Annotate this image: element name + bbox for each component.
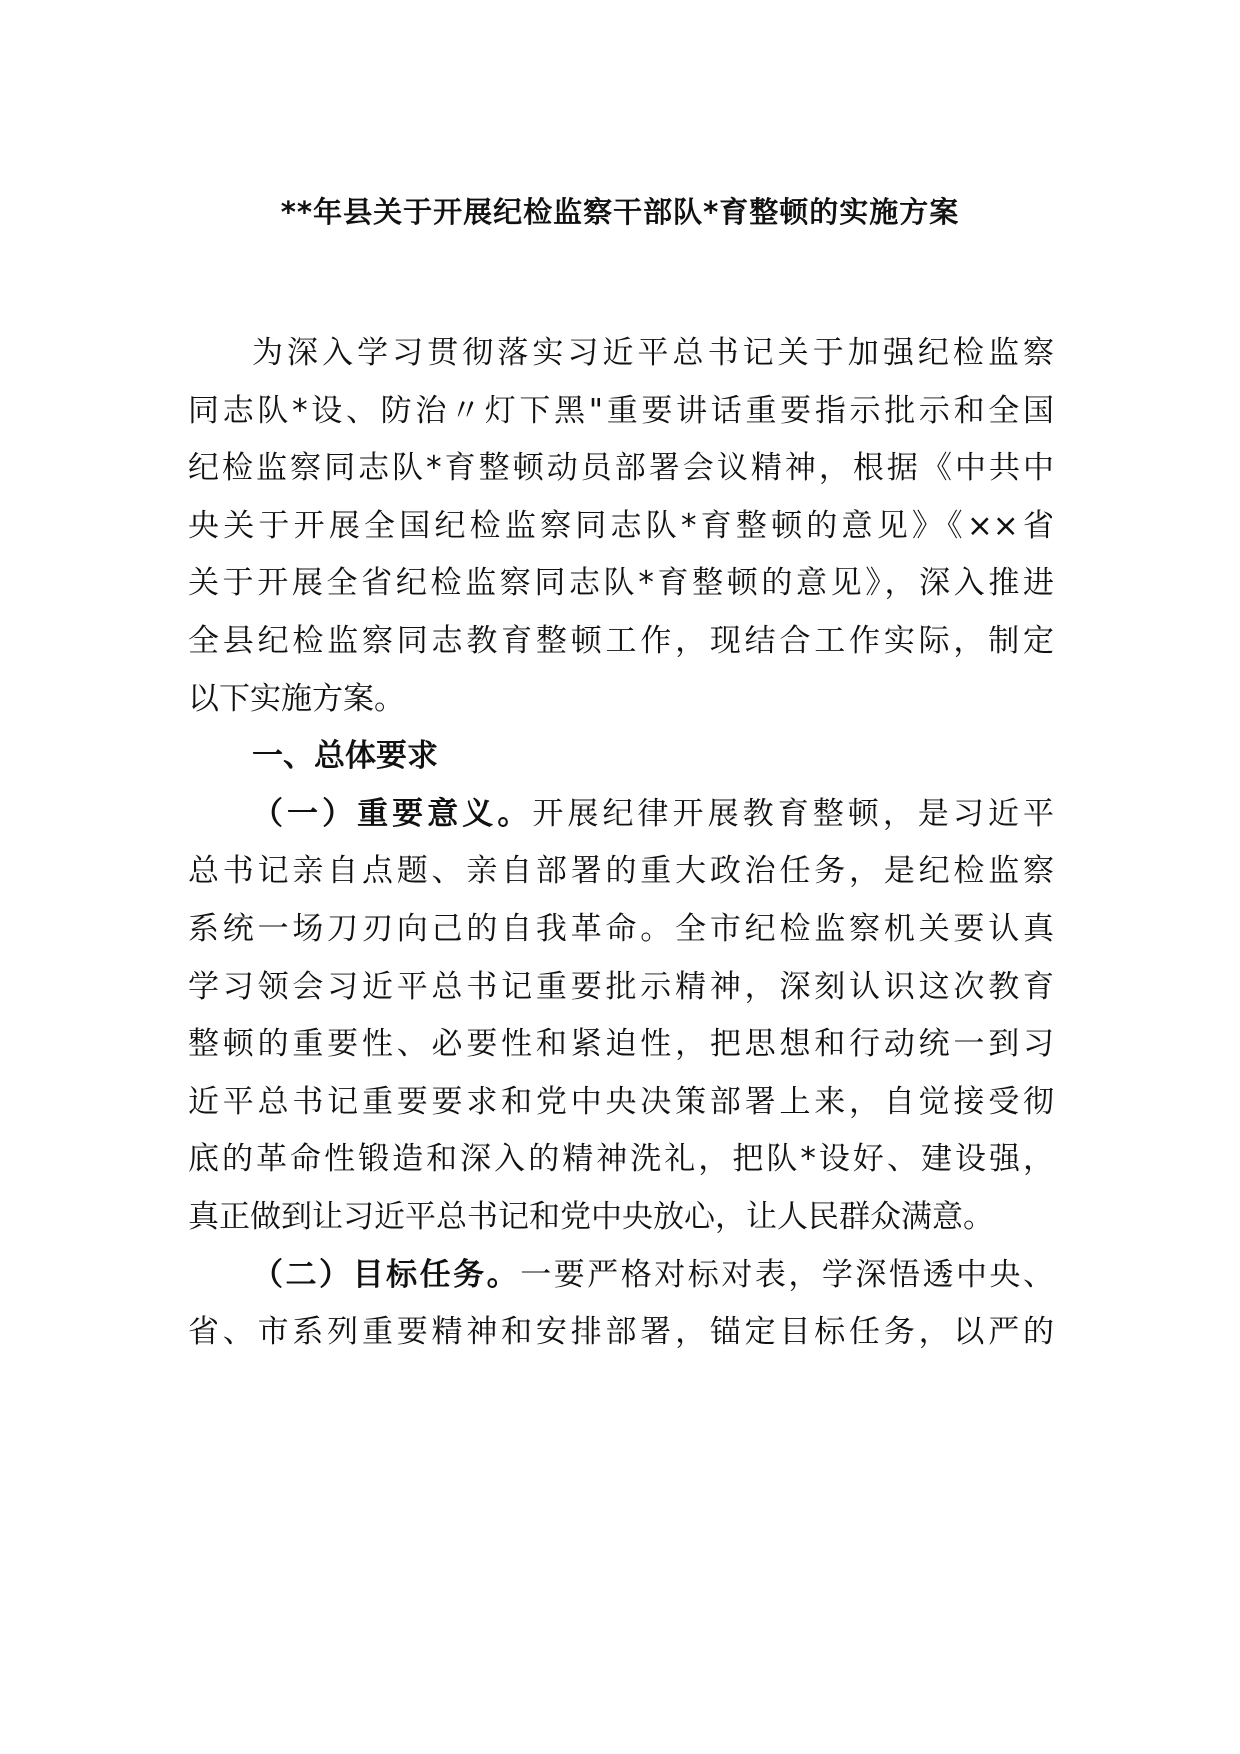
text-line: 关于开展全省纪检监察同志队*育整顿的意见》，深入推进 — [188, 565, 1054, 602]
section-heading-text: 一、总体要求 — [252, 738, 438, 775]
document-title: **年县关于开展纪检监察干部队*育整顿的实施方案 — [280, 195, 960, 229]
text-line: 央关于开展全国纪检监察同志队*育整顿的意见》《××省 — [188, 507, 1054, 544]
text-line: 纪检监察同志队*育整顿动员部署会议精神，根据《中共中 — [188, 450, 1054, 487]
text-line: 总书记亲自点题、亲自部署的重大政治任务，是纪检监察 — [188, 853, 1054, 890]
text-line: 以下实施方案。 — [188, 680, 405, 717]
text-span: 一要严格对标对表，学深悟透中央、 — [520, 1256, 1055, 1293]
text-line: 全县纪检监察同志教育整顿工作，现结合工作实际，制定 — [188, 622, 1054, 659]
text-span: 开展纪律开展教育整顿，是习近平 — [532, 795, 1055, 832]
text-line: 系统一场刀刃向己的自我革命。全市纪检监察机关要认真 — [188, 910, 1054, 947]
text-line: 学习领会习近平总书记重要批示精神，深刻认识这次教育 — [188, 968, 1054, 1005]
text-line: 同志队*设、防治〃灯下黑"重要讲话重要指示批示和全国 — [188, 392, 1054, 429]
text-line: 省、市系列重要精神和安排部署，锚定目标任务，以严的 — [188, 1314, 1054, 1351]
section-heading — [188, 728, 1054, 786]
text-line — [188, 1247, 1054, 1305]
subheading: （一）重要意义。 — [252, 795, 533, 832]
text-line: 整顿的重要性、必要性和紧迫性，把思想和行动统一到习 — [188, 1026, 1054, 1063]
text-line: 近平总书记重要要求和党中央决策部署上来，自觉接受彻 — [188, 1083, 1054, 1120]
text-line — [188, 786, 1054, 844]
text-line: 底的革命性锻造和深入的精神洗礼，把队*设好、建设强， — [188, 1141, 1054, 1178]
document-body — [188, 325, 1054, 1362]
subheading: （二）目标任务。 — [252, 1256, 521, 1293]
text-line: 真正做到让习近平总书记和党中央放心，让人民群众满意。 — [188, 1198, 994, 1235]
text-line: 为深入学习贯彻落实习近平总书记关于加强纪检监察 — [252, 335, 1054, 371]
